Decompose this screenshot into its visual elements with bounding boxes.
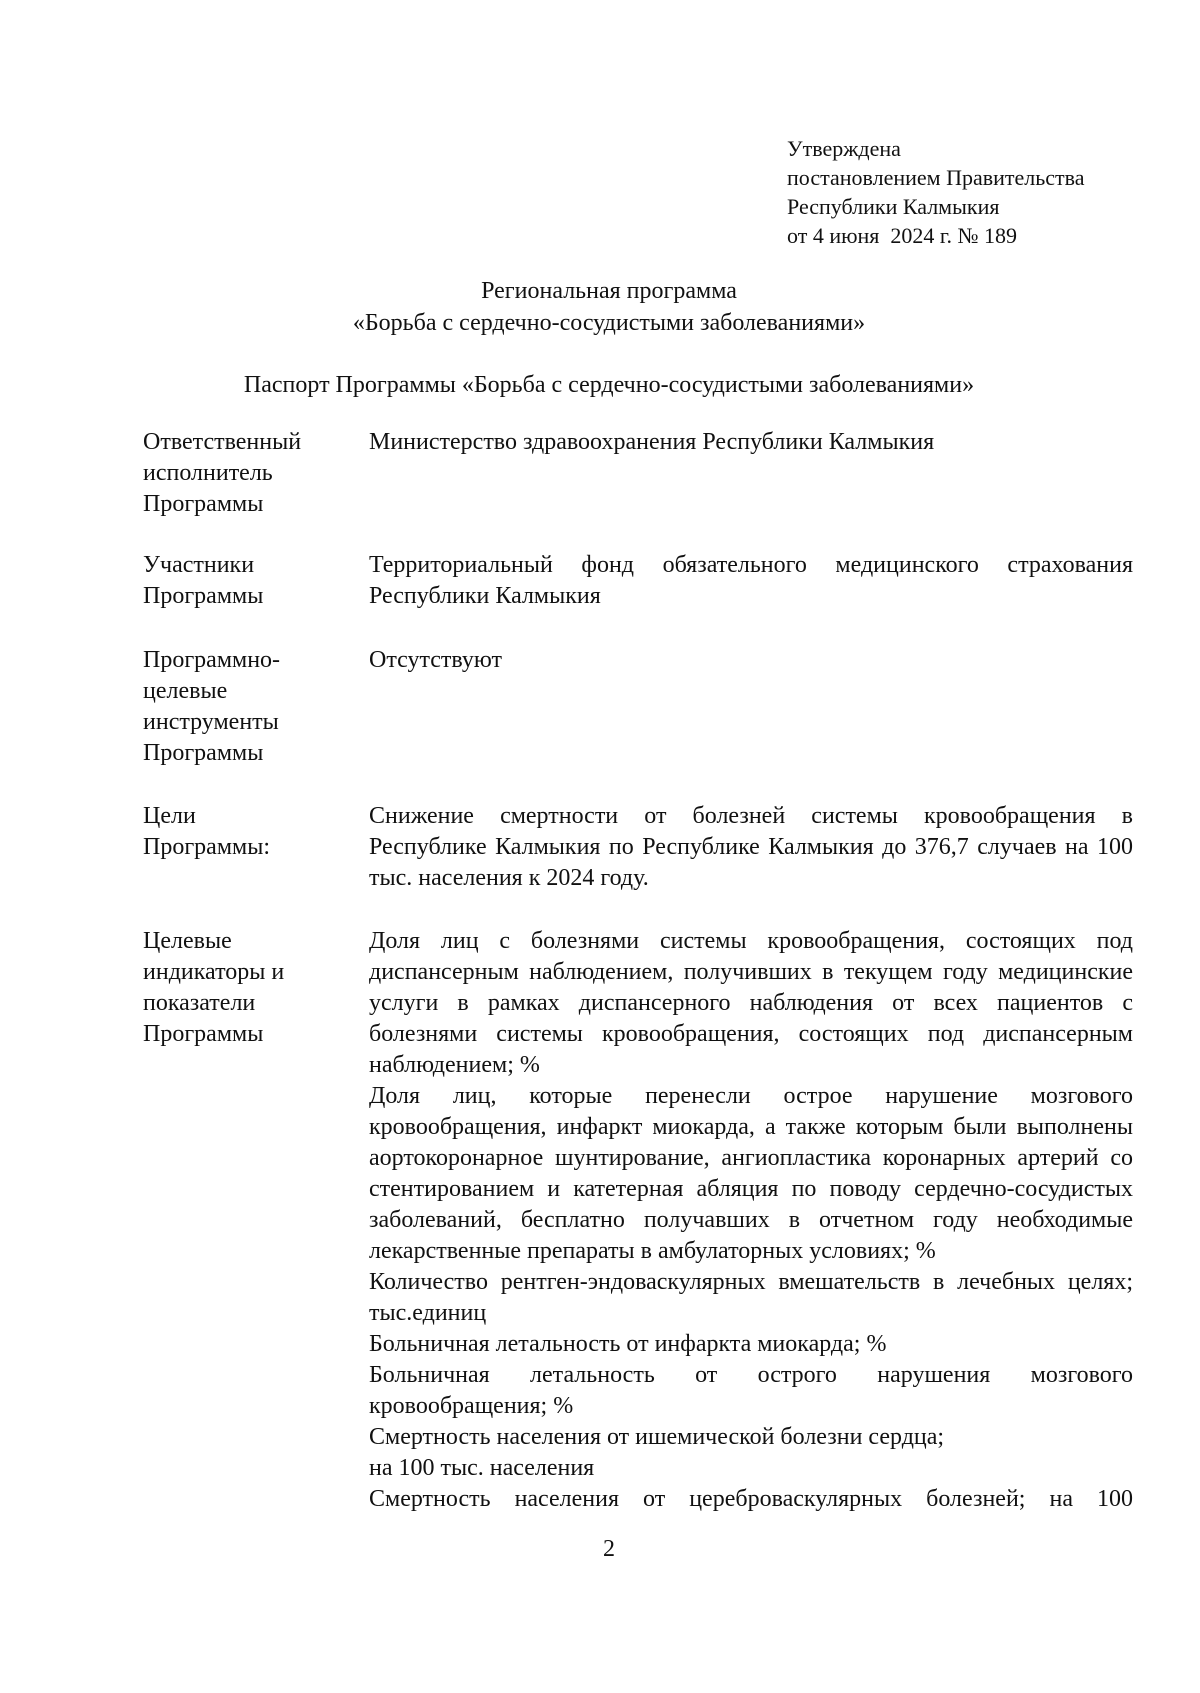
row-label-line: Программы: <box>143 834 270 860</box>
row-label-line: Программы <box>143 491 264 517</box>
row-label-line: показатели <box>143 990 256 1016</box>
row-label-line: Программы <box>143 740 264 766</box>
row-label-line: Участники <box>143 552 255 578</box>
indicator-item: Доля лиц, которые перенесли острое нарушение мозгового кровообращения, инфаркт миокарда, а также которым были выполнены аортокоронарное шунтирование, ангиопластика коронарных артерий со стентированием и катетерная абляция по поводу сердечно-сосудистых заболеваний, бесплатно получавших в отчетном году необходимые лекарственные препараты в амбулаторных условиях; % <box>369 1083 1133 1264</box>
row-label-line: Программы <box>143 583 264 609</box>
row-label-line: Программно- <box>143 647 281 673</box>
row-value-text: Министерство здравоохранения Республики Калмыкия <box>369 429 935 455</box>
indicator-item: Больничная летальность от инфаркта миокарда; % <box>369 1331 887 1357</box>
approval-line: Республики Калмыкия <box>787 194 1000 219</box>
row-label-line: Цели <box>143 803 196 829</box>
row-value <box>369 645 1133 676</box>
approval-stamp <box>787 134 1085 250</box>
row-label <box>143 645 343 769</box>
row-label <box>143 801 343 863</box>
row-value <box>369 926 1133 1515</box>
program-title-line: «Борьба с сердечно-сосудистыми заболеваниями» <box>352 310 866 336</box>
row-value <box>369 427 1133 458</box>
approval-line: постановлением Правительства <box>787 165 1085 190</box>
row-value-text: Отсутствуют <box>369 647 502 673</box>
row-label-line: Ответственный <box>143 429 302 455</box>
indicator-item: Смертность населения от цереброваскулярных болезней; на 100 <box>369 1486 1133 1512</box>
approval-line: от 4 июня 2024 г. № 189 <box>787 223 1017 248</box>
row-label-line: инструменты <box>143 709 279 735</box>
indicator-item: Доля лиц с болезнями системы кровообращения, состоящих под диспансерным наблюдением, получивших в текущем году медицинские услуги в рамках диспансерного наблюдения от всех пациентов с болезнями системы кровообращения, состоящих под диспансерным наблюдением; % <box>369 928 1133 1078</box>
row-label <box>143 926 343 1050</box>
approval-line: Утверждена <box>787 136 901 161</box>
row-value <box>369 801 1133 894</box>
row-label-line: целевые <box>143 678 228 704</box>
row-label-line: Программы <box>143 1021 264 1047</box>
row-label-line: Целевые <box>143 928 232 954</box>
page-number: 2 <box>603 1536 615 1562</box>
row-label <box>143 427 343 520</box>
row-label <box>143 550 343 612</box>
row-label-line: индикаторы и <box>143 959 285 985</box>
program-title <box>0 275 1200 339</box>
program-title-line: Региональная программа <box>481 278 737 304</box>
row-value-text: Снижение смертности от болезней системы кровообращения в Республике Калмыкия по Республике Калмыкия до 376,7 случаев на 100 тыс. населения к 2024 году. <box>369 803 1133 891</box>
row-value <box>369 550 1133 612</box>
passport-title: Паспорт Программы «Борьба с сердечно-сосудистыми заболеваниями» <box>243 372 975 398</box>
indicator-item: Больничная летальность от острого нарушения мозгового кровообращения; % <box>369 1362 1133 1419</box>
indicator-item: Количество рентген-эндоваскулярных вмешательств в лечебных целях; тыс.единиц <box>369 1269 1133 1326</box>
indicator-item: на 100 тыс. населения <box>369 1455 595 1481</box>
row-label-line: исполнитель <box>143 460 273 486</box>
indicator-item: Смертность населения от ишемической болезни сердца; <box>369 1424 945 1450</box>
row-value-text: Территориальный фонд обязательного медицинского страхования Республики Калмыкия <box>369 552 1133 609</box>
